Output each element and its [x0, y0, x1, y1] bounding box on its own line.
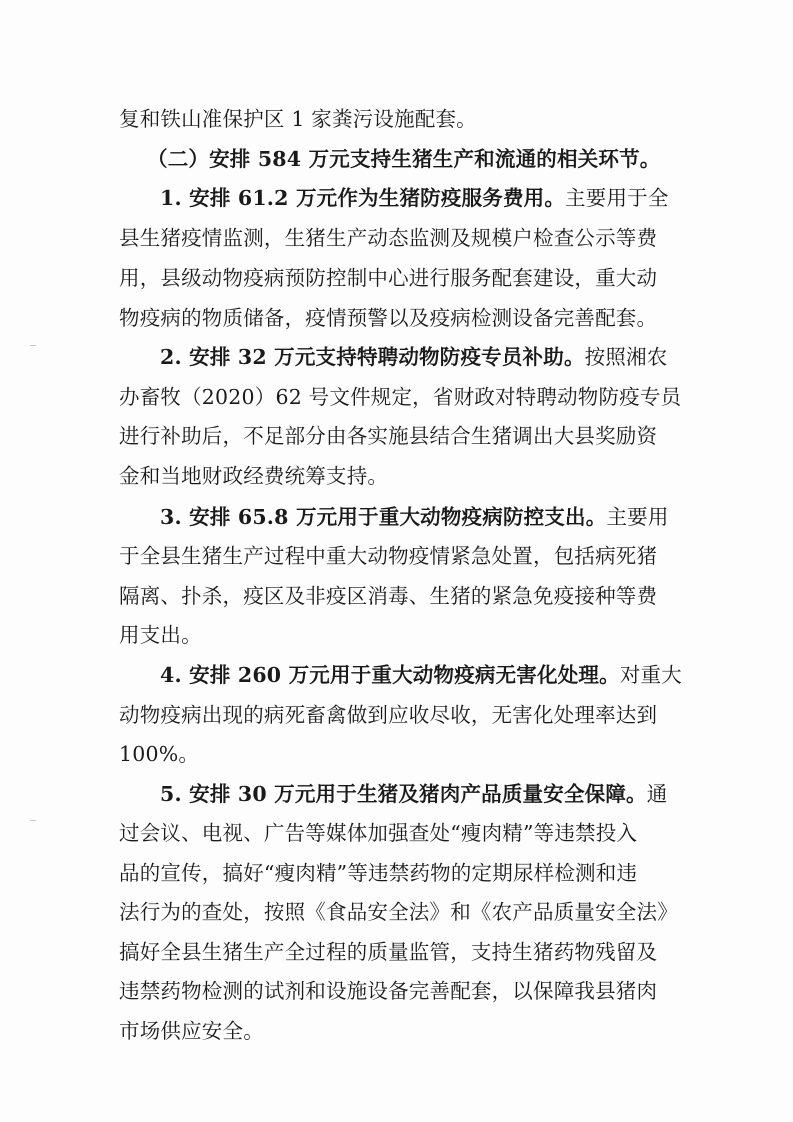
line-text: 复和铁山准保护区 1 家粪污设施配套。: [119, 107, 477, 131]
line-text: 市场供应安全。: [119, 1019, 264, 1043]
line-text: 于全县生猪生产过程中重大动物疫情紧急处置，包括病死猪: [119, 544, 658, 568]
line-text: 违禁药物检测的试剂和设施设备完善配套，以保障我县猪肉: [119, 979, 658, 1003]
text-line: [119, 461, 388, 491]
text-line: [119, 858, 637, 888]
line-text: 搞好全县生猪生产全过程的质量监管，支持生猪药物残留及: [119, 940, 658, 964]
item-1-rest: 主要用于全: [565, 186, 669, 210]
item-3-first-line: [160, 502, 669, 532]
line-text: 物疫病的物质储备，疫情预警以及疫病检测设备完善配套。: [119, 306, 658, 330]
line-text: 过会议、电视、广告等媒体加强查处“瘦肉精”等违禁投入: [119, 821, 638, 845]
text-line: [119, 223, 657, 253]
text-line: [119, 263, 657, 293]
text-line: [119, 104, 477, 134]
line-text: 品的宣传，搞好“瘦肉精”等违禁药物的定期尿样检测和违: [119, 861, 638, 885]
item-3-rest: 主要用: [606, 505, 669, 529]
line-text: 100%。: [119, 742, 200, 766]
line-text: 用，县级动物疫病预防控制中心进行服务配套建设，重大动: [119, 266, 658, 290]
item-4-title: 4. 安排 260 万元用于重大动物疫病无害化处理。: [160, 663, 620, 687]
line-text: 用支出。: [119, 623, 202, 647]
line-text: 县生猪疫情监测，生猪生产动态监测及规模户检查公示等费: [119, 226, 658, 250]
item-5-title: 5. 安排 30 万元用于生猪及猪肉产品质量安全保障。: [160, 782, 647, 806]
heading-text: （二）安排 584 万元支持生猪生产和流通的相关环节。: [147, 147, 661, 171]
text-line: [119, 382, 681, 412]
text-line: [119, 303, 657, 333]
text-line: [119, 1016, 264, 1046]
item-4-first-line: [160, 660, 682, 690]
text-line: [119, 976, 657, 1006]
text-line: [119, 739, 199, 769]
item-1-first-line: [160, 183, 669, 213]
text-line: [119, 620, 202, 650]
section-heading: [147, 144, 660, 174]
text-line: [119, 700, 657, 730]
text-line: [119, 421, 657, 451]
line-text: 法行为的查处，按照《食品安全法》和《农产品质量安全法》: [119, 900, 678, 924]
item-3-title: 3. 安排 65.8 万元用于重大动物疫病防控支出。: [160, 505, 607, 529]
line-text: 金和当地财政经费统筹支持。: [119, 464, 389, 488]
text-line: [119, 897, 678, 927]
item-5-first-line: [160, 779, 667, 809]
line-text: 进行补助后，不足部分由各实施县结合生猪调出大县奖励资: [119, 424, 658, 448]
item-4-rest: 对重大: [619, 663, 682, 687]
scan-mark: [30, 345, 36, 346]
item-2-title: 2. 安排 32 万元支持特聘动物防疫专员补助。: [160, 345, 585, 369]
item-5-rest: 通: [646, 782, 668, 806]
text-line: [119, 818, 637, 848]
item-1-title: 1. 安排 61.2 万元作为生猪防疫服务费用。: [160, 186, 566, 210]
text-line: [119, 581, 657, 611]
scan-mark: [30, 820, 36, 821]
text-line: [119, 937, 657, 967]
item-2-rest: 按照湘农: [584, 345, 668, 369]
line-text: 隔离、扑杀，疫区及非疫区消毒、生猪的紧急免疫接种等费: [119, 584, 658, 608]
line-text: 办畜牧（2020）62 号文件规定，省财政对特聘动物防疫专员: [119, 385, 682, 409]
line-text: 动物疫病出现的病死畜禽做到应收尽收，无害化处理率达到: [119, 703, 658, 727]
item-2-first-line: [160, 342, 667, 372]
text-line: [119, 541, 657, 571]
